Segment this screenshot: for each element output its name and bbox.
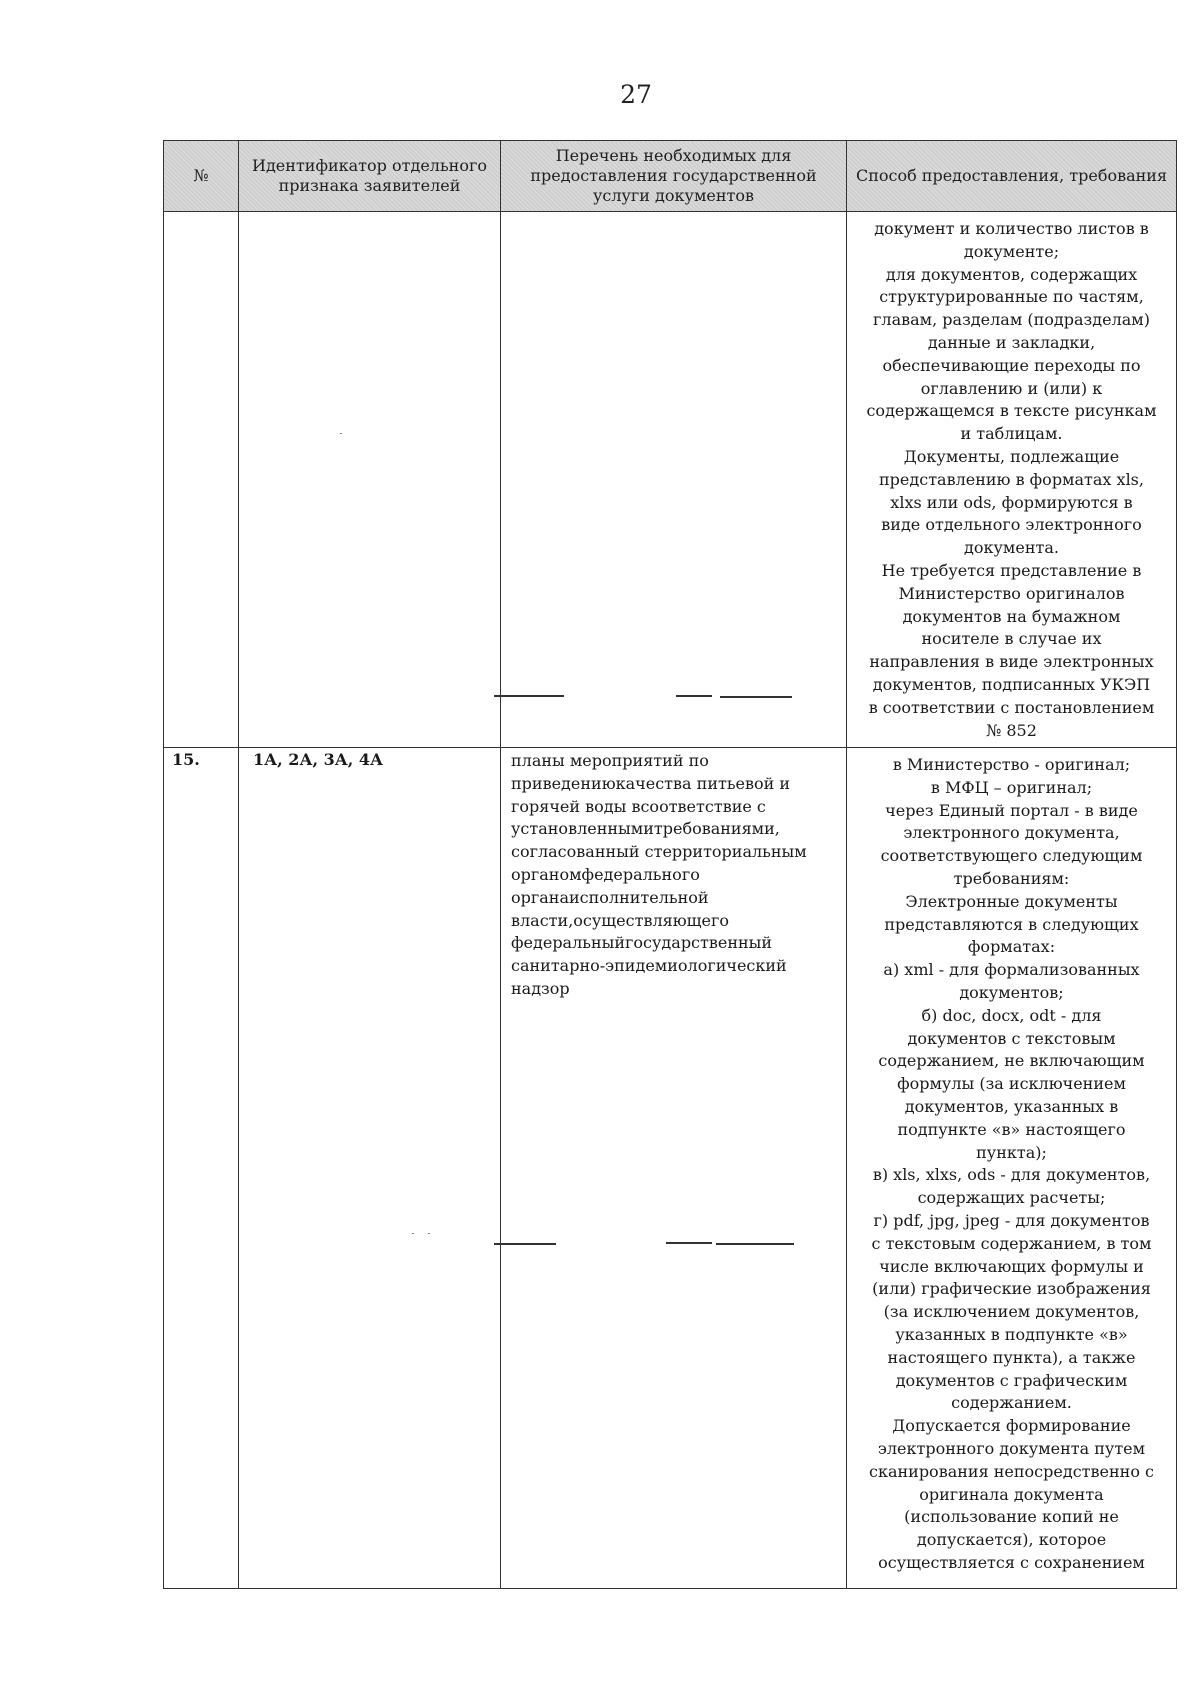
text-line: (за исключением документов,	[883, 1302, 1140, 1322]
header-identifier: Идентификатор отдельного признака заявителей	[239, 141, 501, 212]
text-line: осуществляющего федеральный	[511, 910, 729, 953]
scan-dot	[412, 1233, 414, 1234]
scan-dot	[340, 433, 342, 434]
text-line: № 852	[986, 720, 1037, 740]
text-line: осуществляется с сохранением	[878, 1552, 1145, 1572]
method-continuation-text	[847, 212, 1176, 742]
text-line: представлению в форматах xls,	[879, 469, 1144, 489]
text-line: б) doc, docx, odt - для	[921, 1005, 1102, 1025]
text-line: территориальным органом	[511, 842, 807, 884]
text-line: Электронные документы	[905, 891, 1118, 911]
row-number: 15.	[172, 750, 200, 769]
text-line: соответствующего следующим	[880, 846, 1143, 866]
text-line: указанных в подпункте «в»	[895, 1324, 1128, 1344]
text-line: с текстовым содержанием, в том	[871, 1233, 1152, 1253]
header-documents: Перечень необходимых для предоставления государственной услуги документов	[501, 141, 847, 212]
text-line: данные и закладки,	[927, 332, 1096, 352]
scan-mark	[716, 1243, 794, 1245]
scan-dot	[428, 1233, 430, 1234]
table-row-15	[164, 748, 1177, 1589]
documents-list-text	[501, 748, 846, 1001]
text-line: документов с графическим	[895, 1370, 1128, 1390]
text-line: требованиям:	[953, 868, 1070, 888]
text-line: содержащих расчеты;	[917, 1188, 1106, 1208]
text-line: документ и количество листов в	[874, 219, 1149, 238]
text-line: документов, подписанных УКЭП	[872, 674, 1151, 694]
table-header	[164, 141, 1177, 212]
method-text	[847, 748, 1176, 1575]
scan-mark	[676, 695, 712, 697]
text-line: документов на бумажном	[902, 606, 1121, 626]
text-line: подпункте «в» настоящего	[897, 1119, 1126, 1139]
text-line: представляются в следующих	[884, 914, 1139, 934]
text-line: оригинала документа	[919, 1484, 1104, 1504]
scan-mark	[720, 696, 792, 698]
header-method: Способ предоставления, требования	[847, 141, 1177, 212]
text-line: настоящего пункта), а также	[887, 1347, 1136, 1367]
text-line: (или) графические изображения	[872, 1279, 1151, 1299]
text-line: xlxs или ods, формируются в	[890, 492, 1133, 512]
cell-method-continuation	[847, 212, 1177, 748]
text-line: формулы (за исключением	[897, 1074, 1126, 1094]
cell-identifier-empty	[239, 212, 501, 748]
text-line: виде отдельного электронного	[881, 515, 1142, 535]
text-line: федерального органа	[511, 864, 700, 907]
text-line: электронного документа путем	[877, 1438, 1146, 1458]
text-line: Допускается формирование	[892, 1416, 1131, 1436]
applicant-identifier: 1А, 2А, 3А, 4А	[253, 750, 384, 769]
text-line: документов;	[959, 982, 1064, 1002]
text-line: Министерство оригиналов	[898, 583, 1125, 603]
text-line: допускается), которое	[916, 1530, 1107, 1550]
text-line: в соответствии с постановлением	[868, 697, 1155, 717]
cell-num	[164, 748, 239, 1589]
text-line: форматах:	[967, 937, 1056, 957]
page-number: 27	[620, 80, 652, 109]
scan-mark	[494, 1243, 556, 1245]
text-line: электронного документа,	[903, 823, 1120, 843]
cell-documents	[501, 748, 847, 1589]
text-line: содержанием.	[951, 1393, 1072, 1413]
text-line: сканирования непосредственно с	[868, 1461, 1154, 1481]
text-line: пункта);	[976, 1142, 1047, 1162]
text-line: (использование копий не	[904, 1507, 1119, 1527]
text-line: обеспечивающие переходы по	[882, 355, 1141, 375]
cell-documents-empty	[501, 212, 847, 748]
text-line: главам, разделам (подразделам)	[873, 310, 1150, 330]
requirements-table	[163, 140, 1177, 1589]
text-line: в МФЦ – оригинал;	[930, 777, 1093, 797]
text-line: документов с текстовым	[907, 1028, 1116, 1048]
text-line: исполнительной власти,	[511, 887, 709, 930]
text-line: государственный санитарно-	[511, 933, 773, 976]
text-line: требованиями, согласованный с	[511, 819, 780, 862]
text-line: содержащемся в тексте рисункам	[866, 401, 1157, 421]
scan-mark	[666, 1242, 712, 1244]
text-line: и таблицам.	[960, 424, 1063, 444]
text-line: эпидемиологический надзор	[511, 956, 787, 998]
text-line: а) xml - для формализованных	[883, 960, 1140, 980]
text-line: направления в виде электронных	[869, 652, 1154, 672]
text-line: документов, указанных в	[904, 1096, 1119, 1116]
text-line: числе включающих формулы и	[879, 1256, 1144, 1276]
cell-identifier	[239, 748, 501, 1589]
text-line: документе;	[963, 241, 1060, 261]
text-line: качества питьевой и горячей воды в	[511, 773, 791, 816]
text-line: в Министерство - оригинал;	[892, 755, 1131, 774]
cell-num-empty	[164, 212, 239, 748]
header-num: №	[164, 141, 239, 212]
text-line: для документов, содержащих	[885, 264, 1138, 284]
text-line: Не требуется представление в	[881, 560, 1142, 580]
scan-mark	[494, 695, 564, 697]
text-line: через Единый портал - в виде	[885, 800, 1138, 820]
text-line: содержанием, не включающим	[878, 1051, 1145, 1071]
text-line: в) xls, xlxs, ods - для документов,	[872, 1165, 1151, 1185]
text-line: планы мероприятий по приведению	[511, 751, 709, 793]
table-row-continuation	[164, 212, 1177, 748]
text-line: документа.	[964, 538, 1059, 558]
text-line: носителе в случае их	[921, 629, 1102, 649]
text-line: соответствие с установленными	[511, 796, 766, 839]
text-line: структурированные по частям,	[879, 287, 1144, 307]
text-line: Документы, подлежащие	[903, 446, 1120, 466]
text-line: оглавлению и (или) к	[920, 378, 1103, 398]
text-line: г) pdf, jpg, jpeg - для документов	[873, 1210, 1150, 1230]
cell-method	[847, 748, 1177, 1589]
